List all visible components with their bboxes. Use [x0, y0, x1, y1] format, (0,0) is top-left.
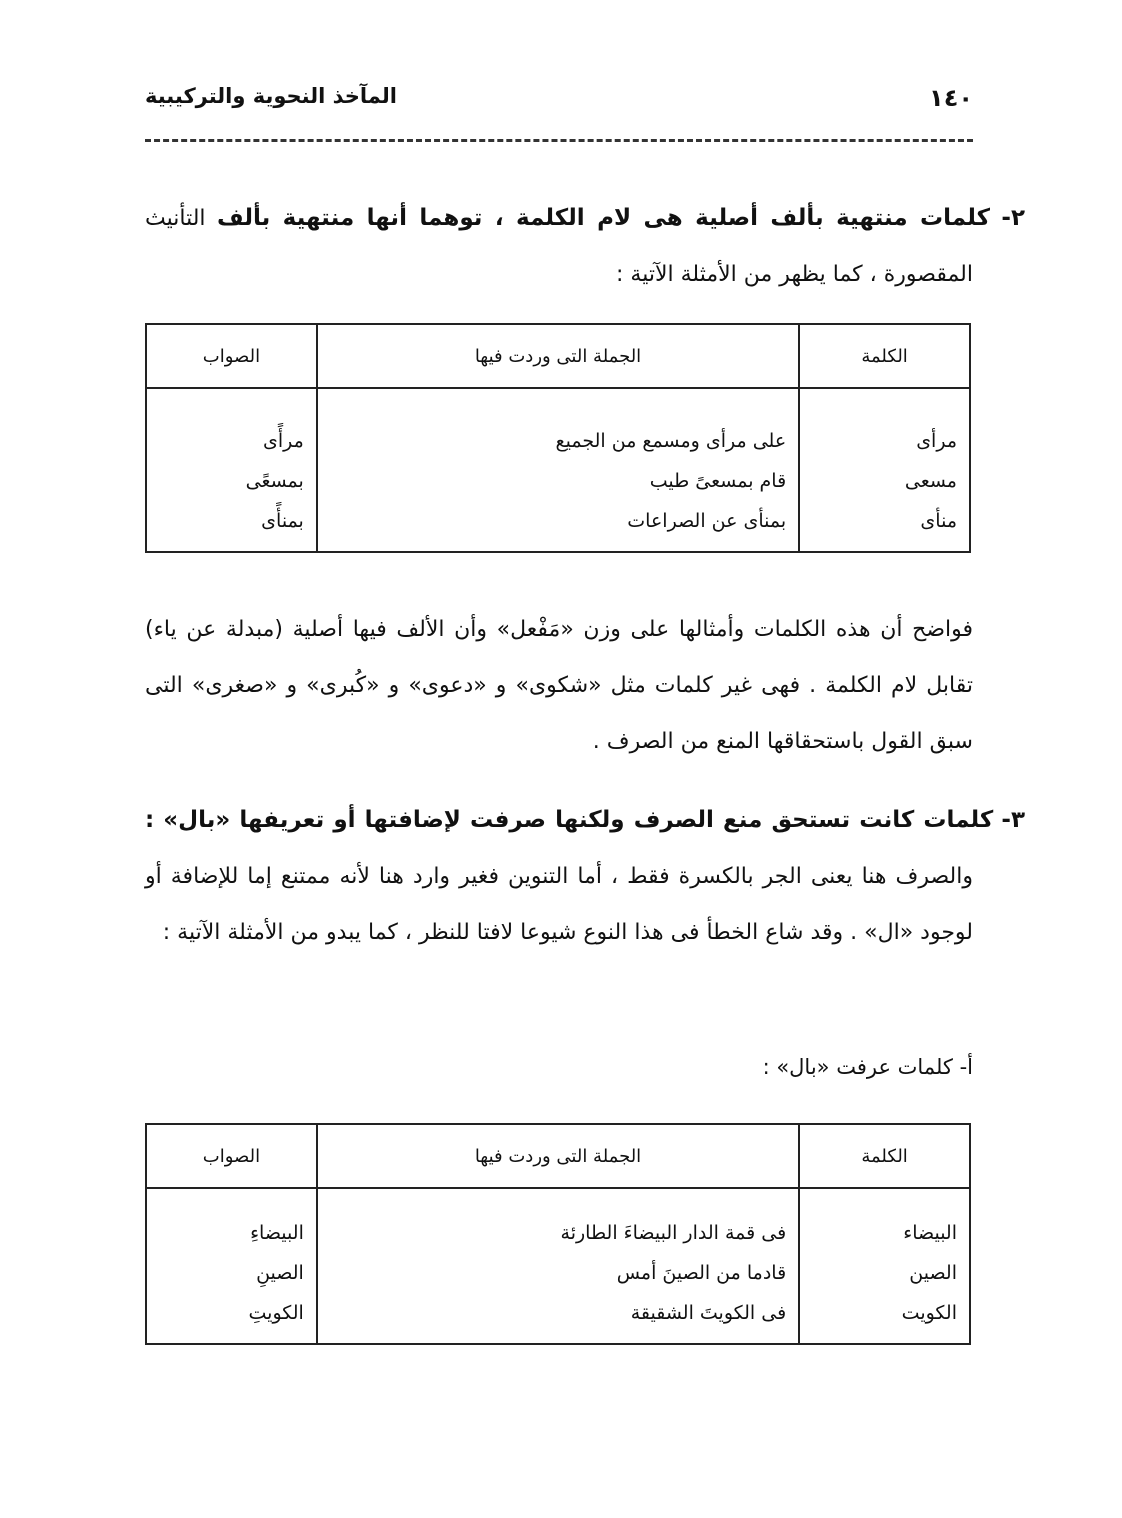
correct-column [146, 1188, 317, 1344]
word-cell: مسعى [904, 470, 957, 492]
column-header-correct: الصواب [146, 1124, 317, 1188]
sentence-cell: فى الكويتَ الشقيقة [630, 1302, 787, 1324]
section-3-heading: كلمات كانت تستحق منع الصرف ولكنها صرفت لإضافتها أو تعريفها «بال» : [145, 807, 994, 833]
section-3-text: والصرف هنا يعنى الجر بالكسرة فقط ، أما التنوين فغير وارد هنا لأنه ممتنع إما للإضافة أو لوجود «ال» . وقد شاع الخطأ فى هذا النوع شيوعا لافتا للنظر ، كما يبدو من الأمثلة الآتية : [145, 864, 973, 945]
column-header-sentence: الجملة التى وردت فيها [317, 1124, 799, 1188]
column-header-correct: الصواب [146, 324, 317, 388]
subsection-a-heading: أ- كلمات عرفت «بال» : [762, 1055, 973, 1079]
correct-cell: بمنأًى [261, 510, 304, 532]
sentence-column [317, 1188, 799, 1344]
word-cell: منأى [920, 510, 957, 532]
sentence-column [317, 388, 799, 552]
correct-cell: بمسعًى [245, 470, 304, 492]
sentence-cell: على مرأى ومسمع من الجميع [555, 430, 787, 452]
word-cell: الصين [909, 1262, 957, 1284]
section-2-paragraph [145, 190, 1025, 303]
word-cell: البيضاء [903, 1222, 957, 1244]
section-3-number: ٣- [1001, 807, 1025, 833]
header-divider [145, 139, 973, 142]
correct-cell: البيضاءِ [250, 1222, 304, 1244]
word-column [799, 388, 970, 552]
sentence-cell: قام بمسعىً طيب [649, 470, 787, 492]
explanation-paragraph: فواضح أن هذه الكلمات وأمثالها على وزن «مَفْعل» وأن الألف فيها أصلية (مبدلة عن ياء) تقابل لام الكلمة . فهى غير كلمات مثل «شكوى» و «دعوى» و «كُبرى» و «صغرى» التى سبق القول باستحقاقها المنع من الصرف . [145, 617, 973, 754]
section-2-text: التأنيث المقصورة ، كما يظهر من الأمثلة الآتية : [145, 206, 973, 287]
sentence-cell: بمنأى عن الصراعات [627, 510, 787, 532]
table-header-row [146, 1124, 970, 1188]
page-number: ١٤٠ [929, 84, 973, 112]
sentence-cell: قادما من الصينَ أمس [616, 1262, 787, 1284]
running-title: المآخذ النحوية والتركيبية [145, 84, 397, 108]
correct-cell: مرأًى [263, 430, 304, 452]
correct-cell: الكويتِ [248, 1302, 304, 1324]
table-header-row [146, 324, 970, 388]
section-2-number: ٢- [1001, 205, 1025, 231]
word-cell: الكويت [901, 1302, 957, 1324]
table-body-row [146, 388, 970, 552]
correct-cell: الصينِ [256, 1262, 304, 1284]
examples-table-2 [145, 1123, 971, 1345]
table-body-row [146, 1188, 970, 1344]
section-3-paragraph [145, 792, 1025, 961]
word-cell: مرأى [916, 430, 957, 452]
column-header-word: الكلمة [799, 1124, 970, 1188]
page-header [145, 78, 973, 118]
examples-table-1 [145, 323, 971, 553]
section-2-heading: كلمات منتهية بألف أصلية هى لام الكلمة ، توهما أنها منتهية بألف [216, 205, 990, 231]
column-header-sentence: الجملة التى وردت فيها [317, 324, 799, 388]
column-header-word: الكلمة [799, 324, 970, 388]
sentence-cell: فى قمة الدار البيضاءَ الطارئة [560, 1222, 787, 1244]
correct-column [146, 388, 317, 552]
word-column [799, 1188, 970, 1344]
